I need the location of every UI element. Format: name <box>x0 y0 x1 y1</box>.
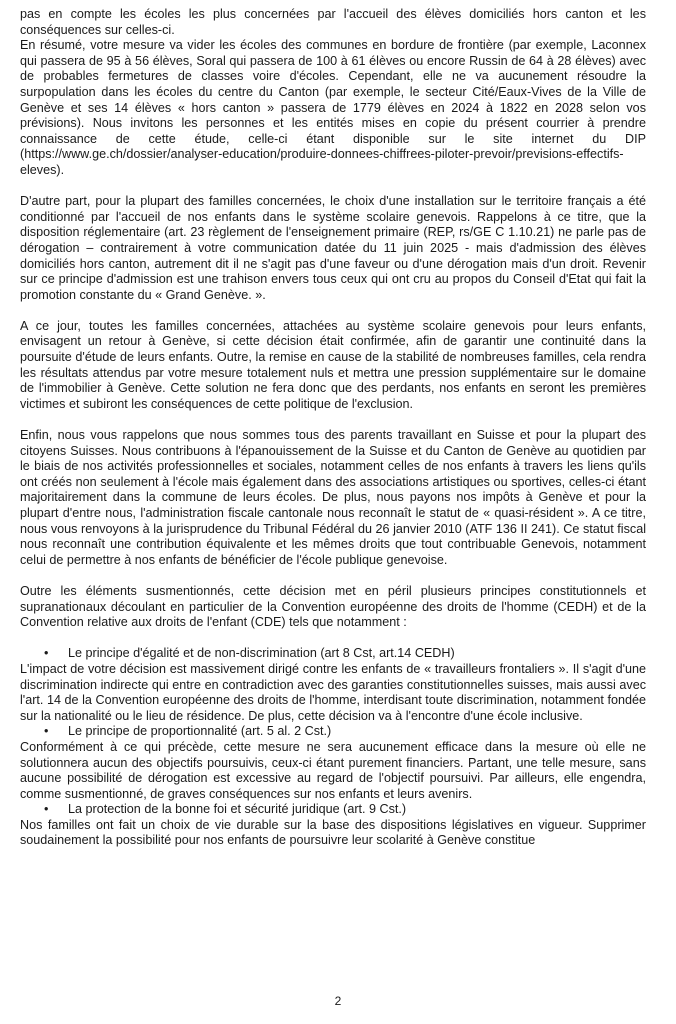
bullet-icon: • <box>44 802 49 817</box>
paragraph-gap <box>20 303 646 319</box>
bullet-icon: • <box>44 646 49 661</box>
paragraph-admission: D'autre part, pour la plupart des familles concernées, le choix d'une installation sur le territoire français a été conditionné par l'accueil de nos enfants dans le système scolaire genevois. Rappelons à ce titre, que la disposition réglementaire (art. 23 règlement de l'enseignement primaire (REP, rs/GE C 1.10.21) ne parle pas de dérogation – contrairement à votre communication datée du 11 juin 2025 - mais d'admission des élèves domiciliés hors canton, autrement dit il ne s'agit pas d'une faveur ou d'une dérogation mais d'un droit. Revenir sur ce principe d'admission est une trahison envers tous ceux qui ont cru au propos du Conseil d'Etat qui fait la promotion constante du « Grand Genève. ». <box>20 194 646 302</box>
paragraph-taxes: Enfin, nous vous rappelons que nous sommes tous des parents travaillant en Suisse et pour la plupart des citoyens Suisses. Nous contribuons à l'épanouissement de la Suisse et du Canton de Genève au quotidien par le biais de nos activités professionnelles et sociales, notamment celles de nos enfants à travers les liens qu'ils ont créés non seulement à l'école mais également dans des associations artistiques ou sportives, celles-ci étant majoritairement dans la commune de leurs écoles. De plus, nous payons nos impôts à Genève et pour la plupart d'entre nous, l'administration fiscale cantonale nous reconnaît le statut de « quasi-résident ». A ce titre, nous vous renvoyons à la jurisprudence du Tribunal Fédéral du 26 janvier 2010 (ATF 136 II 241). Ce statut fiscal nous reconnaît une contribution équivalente et les mêmes droits que tout contribuable Genevois, notamment celui de permettre à nos enfants de bénéficier de l'école publique genevoise. <box>20 428 646 567</box>
bullet-proportionality <box>20 724 646 740</box>
bullet-good-faith <box>20 802 646 818</box>
bullet-label: Le principe d'égalité et de non-discrimination (art 8 Cst, art.14 CEDH) <box>68 646 455 661</box>
bullet-equality <box>20 646 646 662</box>
paragraph-discrimination: L'impact de votre décision est massivement dirigé contre les enfants de « travailleurs frontaliers ». Il s'agit d'une discrimination indirecte qui entre en contradiction avec des garanties constitutionnelles suisses, mais aussi avec l'art. 14 de la Convention européenne des droits de l'homme, interdisant toute discrimination, notamment fondée sur la nationalité ou le lieu de résidence. De plus, cette décision va à l'encontre d'une école inclusive. <box>20 661 646 723</box>
paragraph-summary: En résumé, votre mesure va vider les écoles des communes en bordure de frontière (par exemple, Laconnex qui passera de 95 à 56 élèves, Soral qui passera de 100 à 61 élèves ou encore Russin de 64 à 28 élèves) avec de probables fermetures de classes voire d'écoles. Cependant, elle ne va aucunement résoudre la surpopulation dans les écoles du centre du Canton (par exemple, le secteur Cité/Eaux-Vives de la Ville de Genève et ses 14 élèves « hors canton » passera de 1779 élèves en 2024 à 1822 en 2028 selon vos prévisions). Nous invitons les personnes et les entités mises en copie du présent courrier à prendre connaissance de cette étude, celle-ci étant disponible sur le site internet du DIP (https://www.ge.ch/dossier/analyser-education/produire-donnees-chiffrees-piloter-prevoir/previsions-effectifs-eleves). <box>20 38 646 177</box>
bullet-label: La protection de la bonne foi et sécurité juridique (art. 9 Cst.) <box>68 802 407 817</box>
paragraph-principles-intro: Outre les éléments susmentionnés, cette décision met en péril plusieurs principes constitutionnels et supranationaux découlant en particulier de la Convention européenne des droits de l'homme (CEDH) et de la Convention relative aux droits de l'enfant (CDE) tels que notamment : <box>20 583 646 630</box>
paragraph-continuation: pas en compte les écoles les plus concernées par l'accueil des élèves domiciliés hors canton et les conséquences sur celles-ci. <box>20 7 646 37</box>
paragraph-proportionality: Conformément à ce qui précède, cette mesure ne sera aucunement efficace dans la mesure où elle ne solutionnera aucun des objectifs poursuivis, ceux-ci étant purement financiers. Partant, une telle mesure, sans aucune possibilité de dérogation est excessive au regard de l'objectif poursuivi. Par ailleurs, elle engendra, comme susmentionné, de graves conséquences sur nos enfants et leurs avenirs. <box>20 739 646 801</box>
paragraph-good-faith: Nos familles ont fait un choix de vie durable sur la base des dispositions législatives en vigueur. Supprimer soudainement la possibilité pour nos enfants de poursuivre leur scolarité à Genève constitue <box>20 817 646 848</box>
paragraph-gap <box>20 179 646 195</box>
paragraph-gap <box>20 631 646 647</box>
paragraph-gap <box>20 412 646 428</box>
bullet-icon: • <box>44 724 49 739</box>
bullet-label: Le principe de proportionnalité (art. 5 al. 2 Cst.) <box>68 724 332 739</box>
paragraph-gap <box>20 568 646 584</box>
page-number: 2 <box>334 994 342 1008</box>
paragraph-families: A ce jour, toutes les familles concernées, attachées au système scolaire genevois pour leurs enfants, envisagent un retour à Genève, si cette décision était confirmée, afin de garantir une continuité dans la poursuite d'étude de leurs enfants. Outre, la remise en cause de la stabilité de nombreuses familles, cela rendra les résultats attendus par votre mesure totalement nuls et mettra une pression supplémentaire sur le domaine de l'immobilier à Genève. Cette solution ne fera donc que des perdants, nos enfants en seront les premières victimes et subiront les conséquences de cette politique de l'exclusion. <box>20 318 646 411</box>
